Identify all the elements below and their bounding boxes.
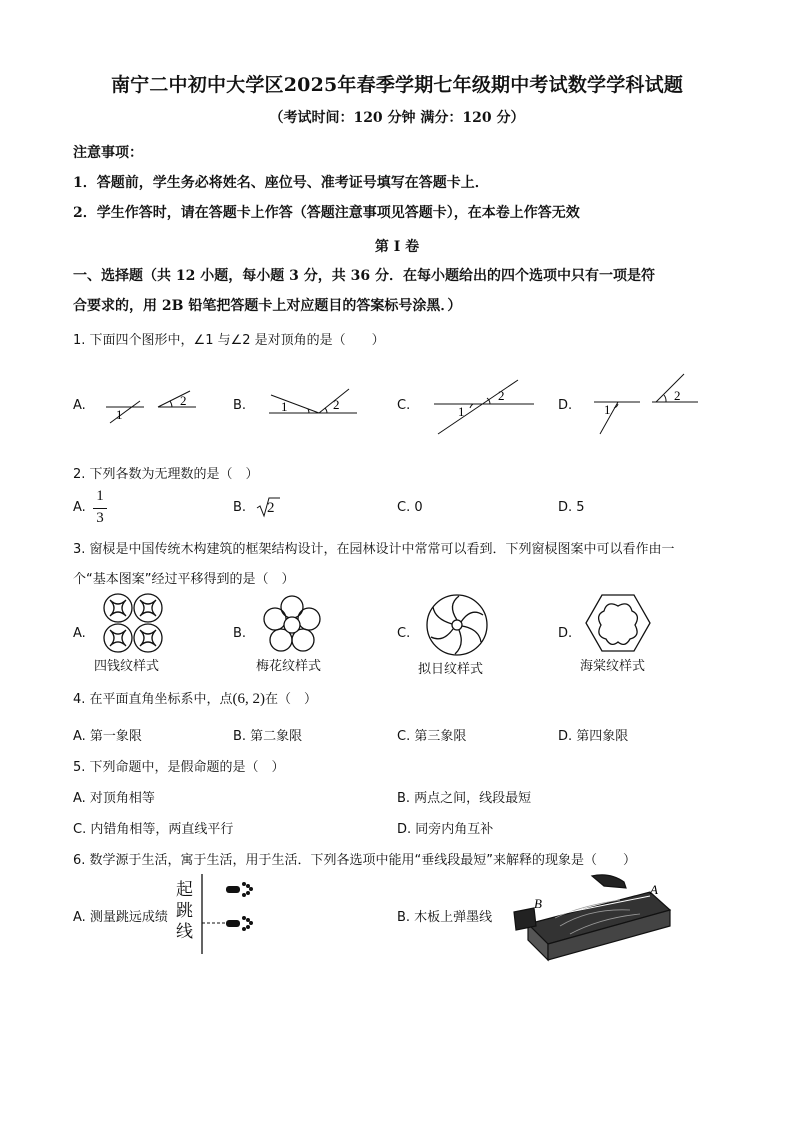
q1-figure-d: [592, 372, 702, 436]
long-jump-figure: [196, 872, 276, 958]
q2-option-a-label: A.: [73, 500, 86, 515]
sun-swirl-pattern: [425, 593, 489, 657]
exam-info: （考试时间：120 分钟 满分：120 分）: [269, 110, 525, 126]
point-b-label: B: [534, 896, 542, 911]
q1-figure-c: [430, 378, 540, 438]
q3-option-c-label: C.: [397, 626, 411, 641]
q5-option-b: B. 两点之间，线段最短: [397, 791, 532, 806]
q4-option-a: A. 第一象限: [73, 729, 142, 744]
q4-point: (6, 2): [232, 691, 266, 707]
q3-caption-a: 四钱纹样式: [94, 659, 160, 674]
q3-stem-line2: 个“基本图案”经过平移得到的是（ ）: [73, 572, 295, 587]
section-heading-line1: 一、选择题（共 12 小题，每小题 3 分，共 36 分．在每小题给出的四个选项中只有一项是符: [73, 268, 655, 284]
q1-c-angle-1: 1: [458, 404, 465, 419]
q3-option-d-label: D.: [558, 626, 573, 641]
q2-b-value: 2: [267, 500, 275, 516]
q5-option-a: A. 对顶角相等: [73, 791, 155, 806]
volume-heading: 第 I 卷: [374, 239, 420, 255]
q2-option-d: D. 5: [558, 500, 585, 515]
q2-a-denominator: 3: [96, 510, 104, 526]
begonia-pattern: [585, 594, 651, 652]
q5-stem: 5. 下列命题中，是假命题的是（ ）: [73, 760, 285, 775]
page-title: 南宁二中初中大学区2025年春季学期七年级期中考试数学学科试题: [110, 74, 684, 96]
q3-caption-c: 拟日纹样式: [418, 662, 484, 677]
q1-option-d-label: D.: [558, 398, 573, 413]
q1-b-angle-1: 1: [281, 399, 288, 414]
ink-line-board-figure: [500, 868, 675, 968]
fraction-bar: [93, 508, 107, 509]
q4-option-d: D. 第四象限: [558, 729, 629, 744]
q6-stem: 6. 数学源于生活，寓于生活，用于生活．下列各选项中能用“垂线段最短”来解释的现象是（ ）: [73, 853, 637, 868]
q6-option-b: B. 木板上弹墨线: [397, 910, 493, 925]
four-coins-pattern: [102, 593, 166, 653]
q1-option-a-label: A.: [73, 398, 86, 413]
q1-figure-a: [100, 385, 210, 435]
q1-option-b-label: B.: [233, 398, 247, 413]
q2-option-b-label: B.: [233, 500, 247, 515]
q3-stem-line1: 3. 窗棂是中国传统木构建筑的框架结构设计，在园林设计中常常可以看到．下列窗棂图案中可以看作由一: [73, 542, 675, 557]
q3-caption-d: 海棠纹样式: [580, 659, 646, 674]
q2-stem: 2. 下列各数为无理数的是（ ）: [73, 467, 259, 482]
plum-blossom-pattern: [262, 595, 322, 655]
q4-option-b: B. 第二象限: [233, 729, 303, 744]
q1-c-angle-2: 2: [498, 388, 505, 403]
q1-b-angle-2: 2: [333, 397, 340, 412]
notes-item-1: 1．答题前，学生务必将姓名、座位号、准考证号填写在答题卡上．: [73, 175, 489, 191]
q4-option-c: C. 第三象限: [397, 729, 467, 744]
notes-item-2: 2．学生作答时，请在答题卡上作答（答题注意事项见答题卡），在本卷上作答无效: [73, 205, 580, 221]
q4-stem-post: 在（ ）: [265, 692, 318, 707]
q1-a-angle-2: 2: [180, 393, 187, 408]
q2-option-c: C. 0: [397, 500, 423, 515]
q1-option-c-label: C.: [397, 398, 411, 413]
q5-option-d: D. 同旁内角互补: [397, 822, 494, 837]
q5-option-c: C. 内错角相等，两直线平行: [73, 822, 234, 837]
q1-d-angle-1: 1: [604, 402, 611, 417]
q3-option-a-label: A.: [73, 626, 86, 641]
q1-stem: 1. 下面四个图形中，∠1 与∠2 是对顶角的是（ ）: [73, 333, 385, 348]
q1-a-angle-1: 1: [116, 407, 123, 422]
q4-stem-pre: 4. 在平面直角坐标系中，点: [73, 692, 233, 707]
q3-caption-b: 梅花纹样式: [256, 659, 322, 674]
q2-a-numerator: 1: [96, 488, 104, 504]
point-a-label: A: [650, 882, 658, 897]
q3-option-b-label: B.: [233, 626, 247, 641]
q1-figure-b: [265, 385, 365, 425]
q6-option-a: A. 测量跳远成绩: [73, 910, 168, 925]
section-heading-line2: 合要求的，用 2B 铅笔把答题卡上对应题目的答案标号涂黑．）: [73, 298, 462, 314]
q1-d-angle-2: 2: [674, 388, 681, 403]
start-line-label: 起 跳 线: [176, 880, 193, 942]
q4-stem: [73, 688, 317, 708]
notes-heading: 注意事项：: [73, 145, 143, 161]
